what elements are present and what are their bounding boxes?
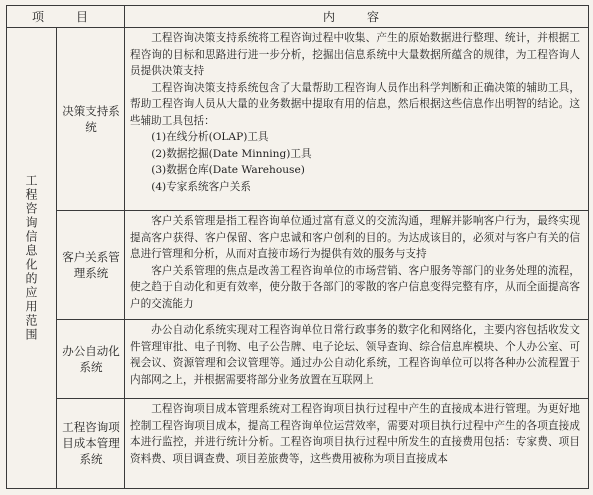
row-crm-content — [124, 210, 588, 319]
tool-item: (1)在线分析(OLAP)工具 — [151, 131, 269, 143]
table-border-bottom — [6, 488, 589, 489]
row-crm-name: 客户关系管理系统 — [62, 249, 120, 280]
tool-item: (2)数据挖掘(Date Minning)工具 — [151, 147, 312, 160]
row-office-automation-content — [124, 319, 588, 398]
table-border-right — [588, 5, 589, 489]
category-divider — [56, 27, 57, 489]
paragraph: 客户关系管理是指工程咨询单位通过富有意义的交流沟通，理解并影响客户行为，最终实现提高客户获得、客户保留、客户忠诚和客户创利的目的。为达成该目的，必须对与客户有关的信息进行管理和分析，从而对直接市场行为提供有效的服务与支持 — [130, 215, 580, 260]
paragraph: 工程咨询决策支持系统将工程咨询过程中收集、产生的原始数据进行整理、统计，并根据工程咨询的目标和思路进行进一步分析，挖掘出信息系统中大量数据所蕴含的规律，为工程咨询人员提供决策支持 — [130, 32, 580, 77]
row-cost-management-name: 工程咨询项目成本管理系统 — [62, 420, 120, 466]
paragraph: 客户关系管理的焦点是改善工程咨询单位的市场营销、客户服务等部门的业务处理的流程，使之趋于自动化和更有效率，使分散于各部门的零散的客户信息变得完整有序，从而全面提高客户的交流能力 — [130, 264, 580, 310]
row-decision-support-content — [124, 27, 588, 210]
tool-item: (3)数据仓库(Date Warehouse) — [151, 164, 305, 176]
row-office-automation-name: 办公自动化系统 — [62, 343, 120, 374]
tool-item: (4)专家系统客户关系 — [151, 180, 251, 193]
row-decision-support-name: 决策支持系统 — [62, 103, 120, 134]
paragraph: 工程咨询决策支持系统包含了大量帮助工程咨询人员作出科学判断和正确决策的辅助工具，帮助工程咨询人员从大量的业务数据中提取有用的信息，然后根据这些信息作出明智的结论。这些辅助工具包括： — [130, 81, 580, 127]
category-label: 工程咨询信息化的应用范围 — [24, 173, 38, 342]
header-item: 项 目 — [31, 9, 98, 24]
paragraph: 办公自动化系统实现对工程咨询单位日常行政事务的数字化和网络化，主要内容包括收发文件管理审批、电子刊物、电子公告牌、电子论坛、领导查询、综合信息库模块、个人办公室、可视会议、资源管理和会议管理等。通过办公自动化系统，工程咨询单位可以将各种办公流程置于内部网之上，并根据需要将部分业务放置在互联网上 — [130, 324, 580, 386]
row-cost-management-content — [124, 398, 588, 488]
paragraph: 工程咨询项目成本管理系统对工程咨询项目执行过程中产生的直接成本进行管理。为更好地控制工程咨询项目成本，提高工程咨询单位运营效率，需要对项目执行过程中产生的各项直接成本进行监控，并进行统计分析。工程咨询项目执行过程中所发生的直接费用包括：专家费、项目资料费、项目调查费、项目差旅费等，这些费用被称为项目直接成本 — [130, 403, 580, 465]
header-content: 内 容 — [322, 9, 389, 24]
